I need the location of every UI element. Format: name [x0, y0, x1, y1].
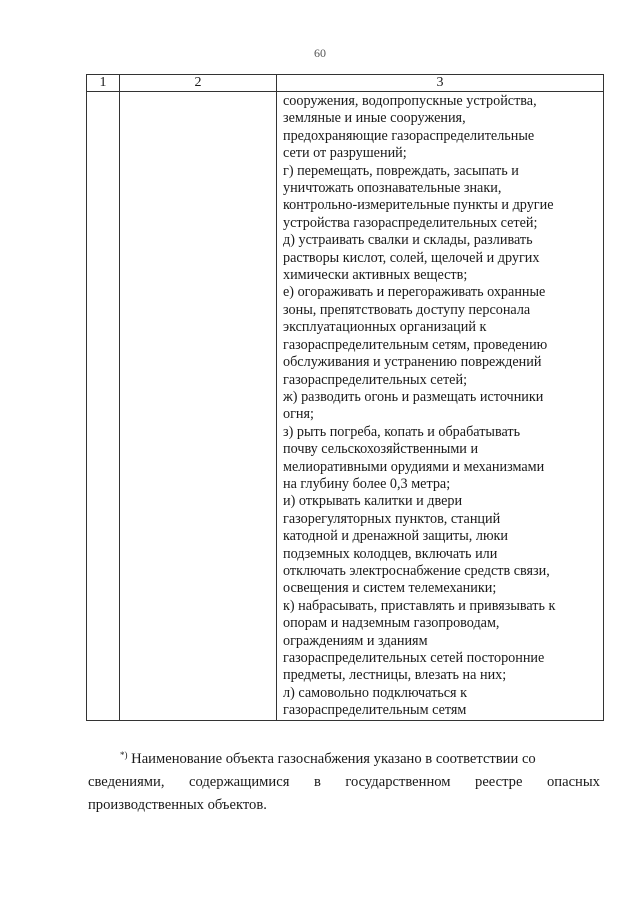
footnote: [88, 744, 600, 817]
list-item: д) устраивать свалки и склады, разливать: [283, 232, 533, 249]
list-item: г) перемещать, повреждать, засыпать и: [283, 162, 519, 179]
list-item: е) огораживать и перегораживать охранные: [283, 284, 546, 301]
footnote-word: государственном: [345, 774, 451, 790]
list-item: подземных колодцев, включать или: [283, 545, 498, 562]
footnote-word: содержащимися: [189, 774, 290, 790]
footnote-line-2: [88, 771, 600, 794]
footnote-word: в: [313, 774, 321, 790]
footnote-marker: *): [120, 750, 128, 760]
table-cell-col-2: [120, 92, 277, 721]
list-item: газораспределительным сетям: [283, 702, 467, 719]
table-header-col-1: 1: [87, 75, 120, 92]
list-item: обслуживания и устранению повреждений: [283, 354, 542, 371]
list-item: газорегуляторных пунктов, станций: [283, 510, 501, 527]
list-item: газораспределительных сетей посторонние: [283, 650, 545, 666]
list-item: почву сельскохозяйственными и: [283, 441, 479, 458]
restrictions-list: [277, 92, 603, 720]
list-item: устройства газораспределительных сетей;: [283, 214, 538, 231]
list-item: химически активных веществ;: [283, 267, 468, 284]
list-item: опорам и надземным газопроводам,: [283, 615, 500, 632]
list-item: мелиоративными орудиями и механизмами: [283, 458, 545, 475]
list-item: зоны, препятствовать доступу персонала: [283, 301, 531, 318]
list-item: отключать электроснабжение средств связи,: [283, 562, 550, 579]
list-item: газораспределительных сетей;: [283, 371, 468, 388]
footnote-word: опасных: [546, 774, 600, 790]
list-item: л) самовольно подключаться к: [283, 684, 468, 701]
list-item: газораспределительным сетям, проведению: [283, 336, 548, 353]
list-item: уничтожать опознавательные знаки,: [283, 180, 502, 197]
list-item: ограждениям и зданиям: [283, 632, 428, 649]
page-number: 60: [314, 46, 326, 60]
table-row: [87, 92, 604, 721]
list-item: растворы кислот, солей, щелочей и других: [283, 249, 540, 266]
footnote-line-3: производственных объектов.: [88, 797, 267, 813]
table-cell-col-1: [87, 92, 120, 721]
list-item: контрольно-измерительные пункты и другие: [283, 197, 554, 214]
list-item: огня;: [283, 406, 314, 423]
footnote-word: реестре: [475, 774, 523, 790]
list-item: к) набрасывать, приставлять и привязывать к: [283, 597, 556, 614]
list-item: катодной и дренажной защиты, люки: [283, 528, 509, 545]
footnote-word: сведениями,: [88, 774, 165, 790]
list-item: земляные и иные сооружения,: [283, 110, 466, 127]
table-cell-col-3: [277, 92, 604, 721]
list-item: и) открывать калитки и двери: [283, 493, 463, 510]
list-item: сооружения, водопропускные устройства,: [283, 93, 537, 109]
table-header-col-2: 2: [120, 75, 277, 92]
document-table: [86, 74, 604, 721]
list-item: ж) разводить огонь и размещать источники: [283, 388, 544, 405]
list-item: на глубину более 0,3 метра;: [283, 475, 451, 492]
list-item: эксплуатационных организаций к: [283, 319, 487, 336]
list-item: предохраняющие газораспределительные: [283, 127, 535, 144]
table-header-row: [87, 75, 604, 92]
list-item: предметы, лестницы, влезать на них;: [283, 667, 507, 684]
table-header-col-3: 3: [277, 75, 604, 92]
list-item: з) рыть погреба, копать и обрабатывать: [283, 423, 521, 440]
list-item: сети от разрушений;: [283, 145, 407, 162]
list-item: освещения и систем телемеханики;: [283, 580, 497, 597]
footnote-text-1: Наименование объекта газоснабжения указано в соответствии со: [131, 751, 536, 767]
footnote-line-1: [88, 744, 600, 771]
